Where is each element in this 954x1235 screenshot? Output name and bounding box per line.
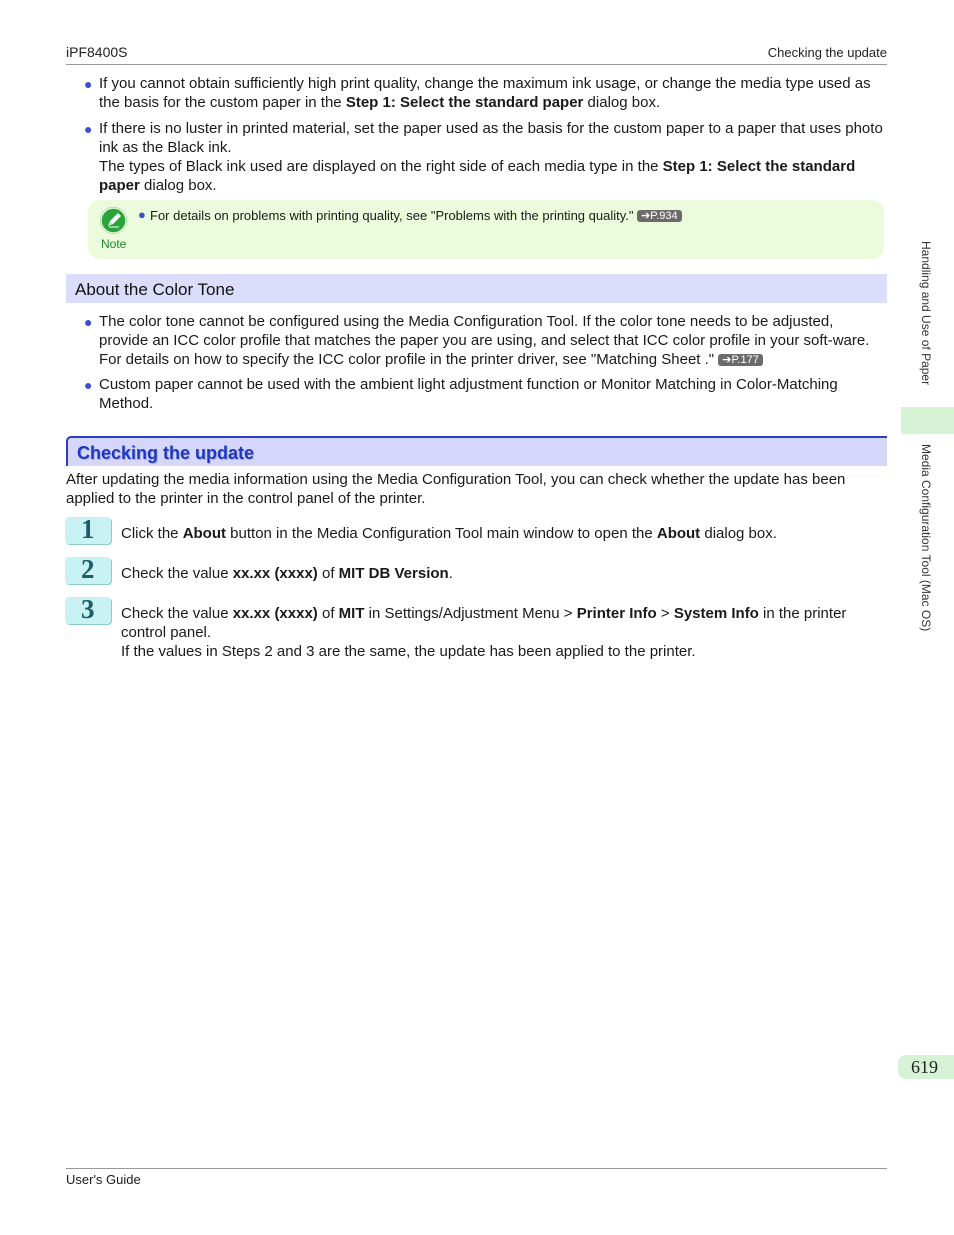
- header-rule: [66, 64, 887, 65]
- subsection-heading-color-tone: About the Color Tone: [66, 274, 887, 303]
- paragraph-print-quality: If you cannot obtain sufficiently high print quality, change the maximum ink usage, or change the media type used as the basis for the custom paper in the Step 1: Select the standard paper dialog box.: [99, 75, 871, 111]
- footer-rule: [66, 1168, 887, 1169]
- step-text-1: Click the About button in the Media Configuration Tool main window to open the About dialog box.: [121, 525, 777, 542]
- sidebar-chapter-label: Media Configuration Tool (Mac OS): [919, 444, 933, 632]
- paragraph-color-tone: The color tone cannot be configured using the Media Configuration Tool. If the color tone needs to be adjusted, provide an ICC color profile that matches the paper you are using, and select that ICC color profile in your soft-ware. For details on how to specify the ICC color profile in the printer driver, see "Matching Sheet ." ➔P.177: [99, 313, 870, 368]
- step-number-3: 3: [65, 597, 111, 624]
- bullet-marker: ●: [84, 121, 93, 137]
- bullet-marker: ●: [138, 207, 146, 222]
- page-number-tab: 619: [898, 1055, 954, 1079]
- bullet-marker: ●: [84, 377, 93, 393]
- step-number-1: 1: [65, 517, 111, 544]
- footer-label: User's Guide: [66, 1172, 141, 1187]
- step-text-2: Check the value xx.xx (xxxx) of MIT DB Version.: [121, 565, 453, 582]
- bullet-marker: ●: [84, 76, 93, 92]
- sidebar-tab-marker: [901, 407, 954, 434]
- sidebar-section-label: Handling and Use of Paper: [919, 241, 933, 386]
- section-heading-checking-update: Checking the update: [66, 436, 887, 466]
- page-ref-link[interactable]: ➔P.934: [637, 210, 682, 222]
- paragraph-intro: After updating the media information using the Media Configuration Tool, you can check whether the update has been applied to the printer in the control panel of the printer.: [66, 471, 846, 507]
- bullet-marker: ●: [84, 314, 93, 330]
- paragraph-custom-paper: Custom paper cannot be used with the ambient light adjustment function or Monitor Matching in Color-Matching Method.: [99, 376, 838, 412]
- note-text: For details on problems with printing quality, see "Problems with the printing quality." ➔P.934: [150, 208, 682, 223]
- paragraph-luster: If there is no luster in printed material, set the paper used as the basis for the custom paper to a paper that uses photo ink as the Black ink. The types of Black ink used are displayed on the right side of each media type in the Step 1: Select the standard paper dialog box.: [99, 120, 883, 194]
- note-label: Note: [101, 237, 127, 251]
- pencil-note-icon: [100, 207, 127, 234]
- page-ref-link[interactable]: ➔P.177: [718, 354, 763, 366]
- header-section-title: Checking the update: [767, 45, 887, 60]
- step-number-2: 2: [65, 557, 111, 584]
- step-text-3: Check the value xx.xx (xxxx) of MIT in Settings/Adjustment Menu > Printer Info > System Info in the printer control panel. If the values in Steps 2 and 3 are the same, the update has been applied to the printer.: [121, 605, 847, 660]
- header-model: iPF8400S: [66, 44, 128, 60]
